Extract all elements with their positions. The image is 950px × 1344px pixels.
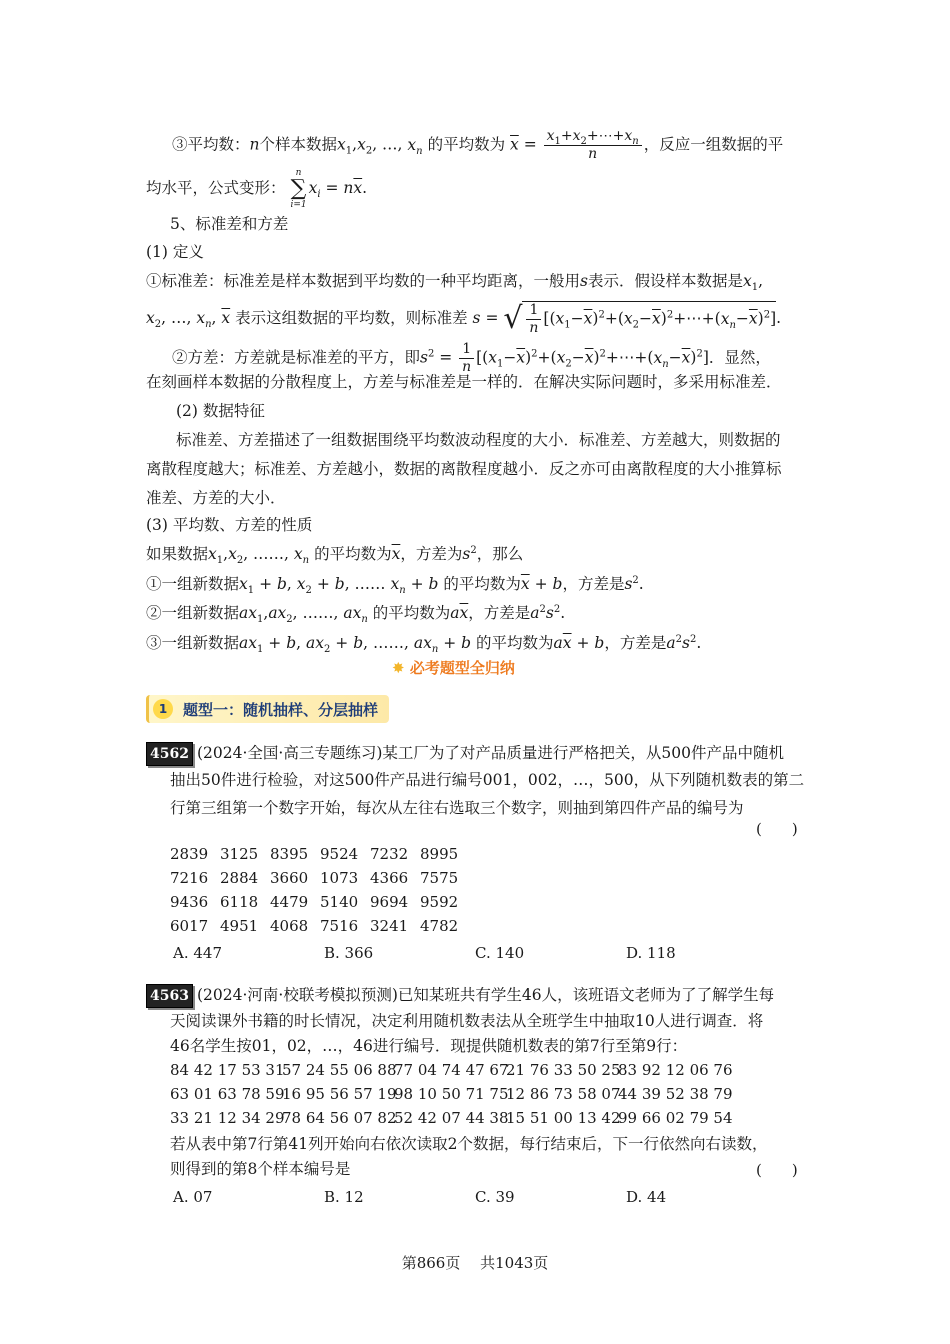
feature-line1: 标准差、方差描述了一组数据围绕平均数波动程度的大小．标准差、方差越大，则数据的: [176, 431, 781, 449]
random-number-table-7-9: [170, 1058, 733, 1130]
question-type-number: 1: [153, 699, 173, 719]
subsection-3-heading: (3) 平均数、方差的性质: [146, 516, 313, 534]
answer-blank: ( ): [756, 820, 798, 838]
std-definition-line2: $x_2$, …, $x_n$, $\overline{x}$ 表示这组数据的平均数，则标准差 s = √ $\frac{1}{n}$ $[(x_1-\overline{x})^2+(x_2-\overline{x})^2+\cdots+(x_n-\overline{x})^2]$.: [146, 301, 782, 336]
option-c[interactable]: C. 39: [475, 1188, 515, 1206]
option-b[interactable]: B. 12: [324, 1188, 364, 1206]
section-banner: ✸ 必考题型全归纳: [392, 659, 515, 677]
question-4563-line2: 天阅读课外书籍的时长情况，决定利用随机数表法从全班学生中抽取10人进行调查．将: [170, 1012, 764, 1030]
subsection-2-heading: (2) 数据特征: [176, 402, 265, 420]
answer-blank: ( ): [756, 1161, 798, 1179]
feature-line2: 离散程度越大；标准差、方差越小，数据的离散程度越小．反之亦可由离散程度的大小推算标: [146, 460, 782, 478]
option-a[interactable]: A. 07: [173, 1188, 213, 1206]
page-footer: 第866页 共1043页: [401, 1254, 549, 1272]
question-4563-line4: 若从表中第7行第41列开始向右依次读取2个数据，每行结束后，下一行依然向右读数，: [170, 1135, 768, 1153]
question-4562-line2: 抽出50件进行检验，对这500件产品进行编号001，002，…，500，从下列随机数表的第二: [170, 771, 805, 789]
feature-line3: 准差、方差的大小．: [146, 489, 286, 507]
question-4563-line1: 4563 (2024·河南·校联考模拟预测)已知某班共有学生46人，该班语文老师为了了解学生每: [146, 984, 774, 1008]
variance-definition-line1: ②方差：方差就是标准差的平方，即$s^2$ = $\frac{1}{n}$ $[(x_1-\overline{x})^2+(x_2-\overline{x})^2+\cdots+(x_n-\overline{x})^2]$．显然，: [172, 341, 771, 375]
option-b[interactable]: B. 366: [324, 944, 374, 962]
table-row: 6017 4951 4068 7516 3241 4782: [170, 917, 459, 935]
option-a[interactable]: A. 447: [173, 944, 222, 962]
answer-options: [173, 944, 777, 962]
question-type-label: 题型一：随机抽样、分层抽样: [183, 701, 379, 719]
mean-formula-variant: 均水平，公式变形： n ∑ i=1 $x_i = n\overline{x}$.: [146, 168, 368, 210]
option-d[interactable]: D. 118: [626, 944, 676, 962]
table-row: 63 01 63 78 5916 95 56 57 1998 10 50 71 7512 86 73 58 0744 39 52 38 79: [170, 1085, 733, 1103]
question-4562-line1: 4562 (2024·全国·高三专题练习)某工厂为了对产品质量进行严格把关，从500件产品中随机: [146, 742, 784, 766]
question-4563-line3: 46名学生按01，02，…，46进行编号．现提供随机数表的第7行至第9行：: [170, 1037, 688, 1055]
question-number: 4563: [146, 984, 193, 1008]
mean-definition: ③平均数：n个样本数据$x_1,x_2$, …, $x_n$ 的平均数为 $\overline{x}$ = $\frac{x_1+x_2+\cdots+x_n}{n}$ ，反应一组数据的平: [172, 128, 784, 162]
question-type-header: [146, 695, 389, 723]
subsection-1-heading: (1) 定义: [146, 243, 204, 261]
table-row: 33 21 12 34 2978 64 56 07 8252 42 07 44 3815 51 00 13 4299 66 02 79 54: [170, 1109, 733, 1127]
property-1: ①一组新数据$x_1 + b$, $x_2 + b$, …… $x_n + b$ 的平均数为$\overline{x} + b$，方差是$s^2$.: [146, 574, 644, 597]
property-2: ②一组新数据$ax_1,ax_2$, ……, $ax_n$ 的平均数为$a\overline{x}$，方差是$a^2s^2$.: [146, 603, 566, 626]
question-4563-line5: 则得到的第8个样本编号是: [170, 1160, 351, 1178]
property-3: ③一组新数据$ax_1 + b$, $ax_2 + b$, ……, $ax_n + b$ 的平均数为$a\overline{x} + b$，方差是$a^2s^2$.: [146, 633, 702, 656]
question-4562-line3: 行第三组第一个数字开始，每次从左往右选取三个数字，则抽到第四件产品的编号为: [170, 799, 744, 817]
random-number-table: [170, 842, 470, 938]
star-icon: ✸: [392, 659, 405, 677]
question-number: 4562: [146, 742, 193, 766]
option-c[interactable]: C. 140: [475, 944, 525, 962]
table-row: 9436 6118 4479 5140 9694 9592: [170, 893, 459, 911]
section-5-heading: 5、标准差和方差: [170, 215, 289, 233]
variance-definition-line2: 在刻画样本数据的分散程度上，方差与标准差是一样的．在解决实际问题时，多采用标准差．: [146, 373, 782, 391]
table-row: 2839 3125 8395 9524 7232 8995: [170, 845, 459, 863]
std-definition-line1: ①标准差：标准差是样本数据到平均数的一种平均距离，一般用s表示．假设样本数据是$x_1$,: [146, 272, 764, 294]
table-row: 84 42 17 53 3157 24 55 06 8877 04 74 47 6721 76 33 50 2583 92 12 06 76: [170, 1061, 733, 1079]
table-row: 7216 2884 3660 1073 4366 7575: [170, 869, 459, 887]
property-intro: 如果数据$x_1,x_2$, ……, $x_n$ 的平均数为$\overline{x}$，方差为$s^2$，那么: [146, 544, 524, 567]
option-d[interactable]: D. 44: [626, 1188, 667, 1206]
answer-options: [173, 1188, 777, 1206]
